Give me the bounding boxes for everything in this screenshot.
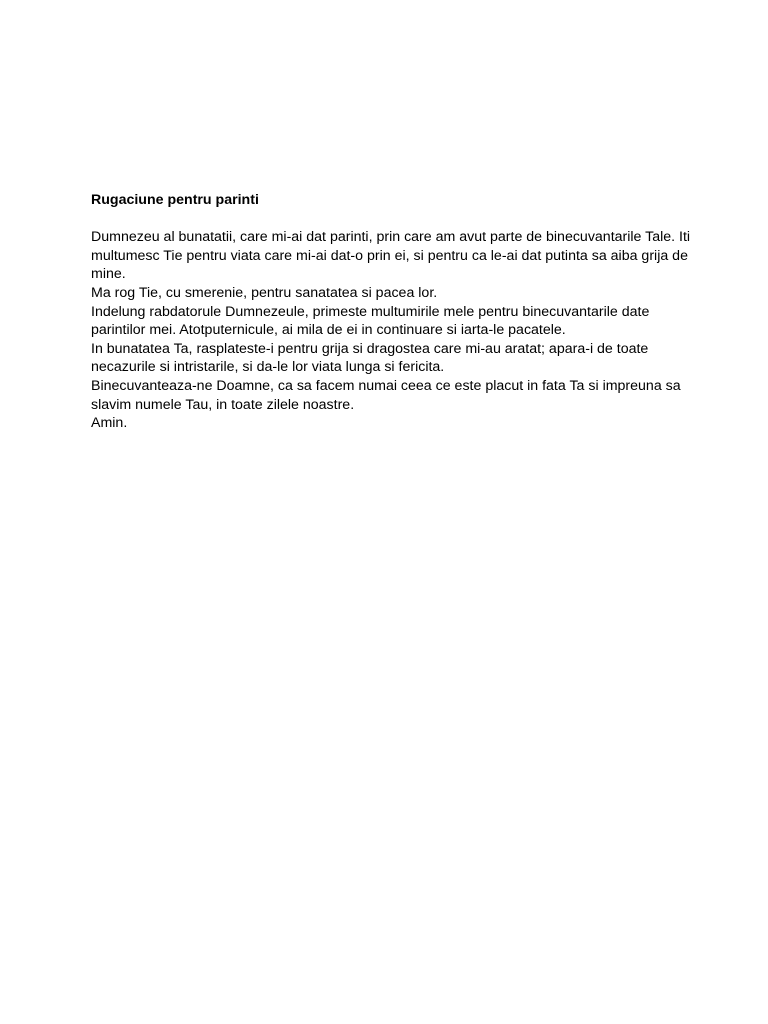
- text-line-7: In bunatatea Ta, rasplateste-i pentru grija si dragostea care mi-au aratat; apara-i de toate: [91, 340, 649, 357]
- paragraph-spacer: [91, 210, 696, 229]
- text-line-10: slavim numele Tau, in toate zilele noastre.: [91, 396, 355, 413]
- text-line-2: multumesc Tie pentru viata care mi-ai dat-o prin ei, si pentru ca le-ai dat putinta sa aiba grija de: [91, 247, 688, 264]
- document-title: Rugaciune pentru parinti: [91, 192, 259, 208]
- text-line-11: Amin.: [91, 415, 128, 432]
- text-line-6: parintilor mei. Atotputernicule, ai mila de ei in continuare si iarta-le pacatele.: [91, 322, 566, 339]
- text-line-9: Binecuvanteaza-ne Doamne, ca sa facem numai ceea ce este placut in fata Ta si impreuna sa: [91, 377, 681, 394]
- text-line-4: Ma rog Tie, cu smerenie, pentru sanatatea si pacea lor.: [91, 284, 438, 301]
- text-line-5: Indelung rabdatorule Dumnezeule, primeste multumirile mele pentru binecuvantarile date: [91, 303, 650, 320]
- text-line-3: mine.: [91, 266, 126, 283]
- text-line-8: necazurile si intristarile, si da-le lor viata lunga si fericita.: [91, 359, 445, 376]
- document-body: [91, 191, 696, 433]
- text-line-1: Dumnezeu al bunatatii, care mi-ai dat parinti, prin care am avut parte de binecuvantarile Tale. Iti: [91, 229, 691, 246]
